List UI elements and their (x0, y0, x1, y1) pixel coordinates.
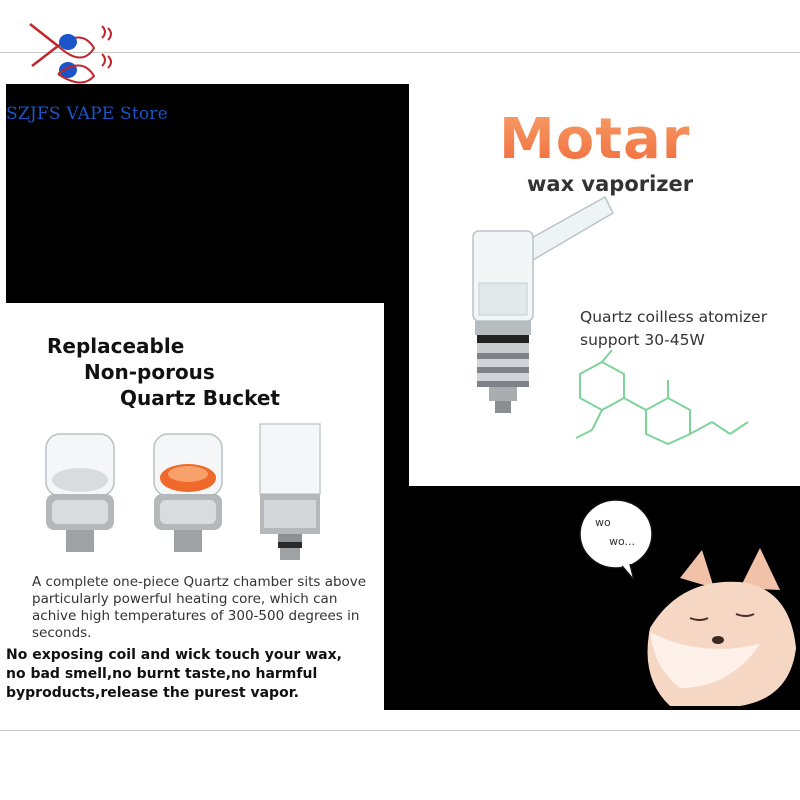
atomizer-text (580, 306, 800, 352)
black-background-strip (384, 84, 409, 504)
store-name: SZJFS VAPE Store (6, 104, 168, 124)
quartz-bucket-clear-image (40, 430, 120, 565)
fox-illustration (640, 548, 800, 708)
feature-line-3: byproducts,release the purest vapor. (6, 685, 299, 701)
bucket-headline-1: Replaceable (47, 334, 185, 358)
quartz-bucket-side-image (250, 420, 330, 570)
feature-line-2: no bad smell,no burnt taste,no harmful (6, 666, 318, 682)
molecule-diagram (572, 350, 752, 445)
atomizer-line-2: support 30-45W (580, 331, 705, 349)
quartz-bucket-heated-image (148, 430, 228, 565)
bucket-description: A complete one-piece Quartz chamber sits above particularly powerful heating core, which can achive high temperatures of 300-500 degrees in seconds. (32, 574, 367, 641)
feature-line-1: No exposing coil and wick touch your wax, (6, 647, 342, 663)
product-title: Motar (499, 107, 691, 172)
bubble-text-1: wo (595, 516, 611, 529)
bucket-headline-2: Non-porous (84, 360, 215, 384)
store-logo-icon (22, 18, 132, 90)
product-subtitle: wax vaporizer (527, 172, 694, 196)
feature-text (6, 646, 396, 703)
bucket-headline-3: Quartz Bucket (120, 386, 280, 410)
atomizer-line-1: Quartz coilless atomizer (580, 308, 768, 326)
bottom-border-line (0, 730, 800, 731)
bubble-text-2: wo... (609, 535, 636, 548)
